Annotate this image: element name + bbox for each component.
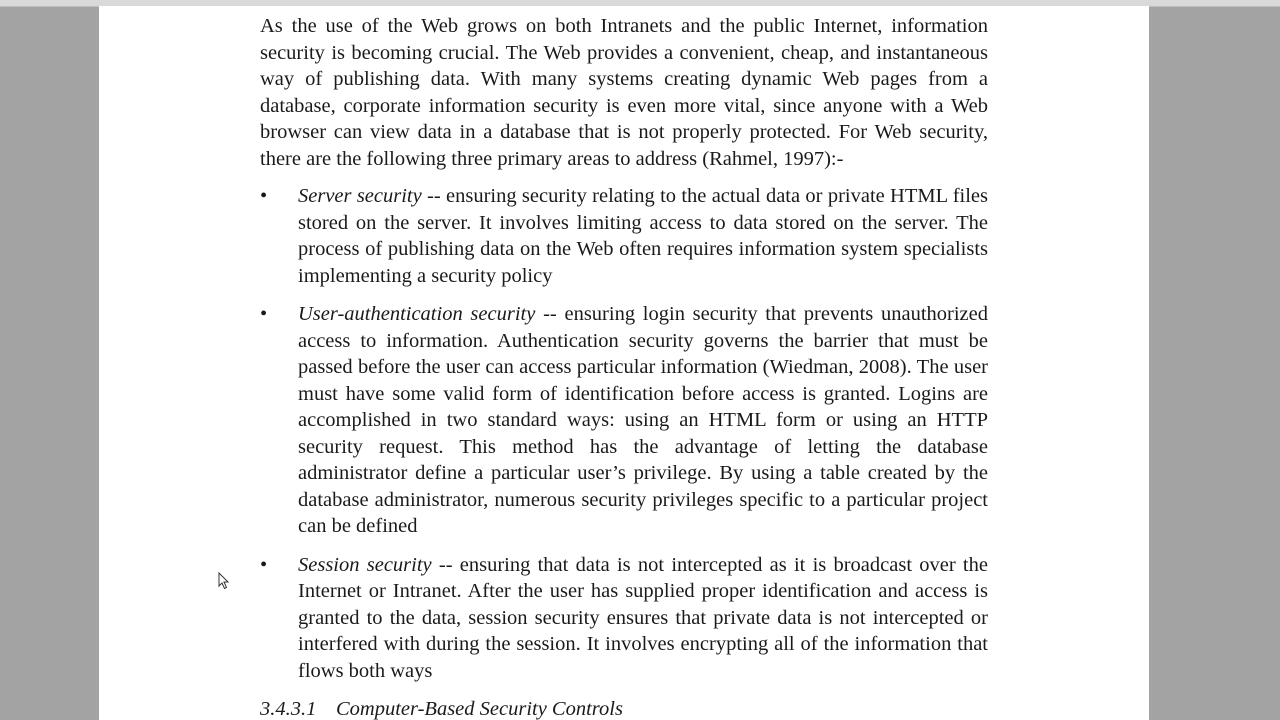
item-text: -- ensuring login security that prevents unauthorized access to information. Authentication security governs the barrier that must be passed before the user can access particular information (Wiedman, 2008). The user must have some valid form of identification before access is granted. Logins are accomplished in two standard ways: using an HTML form or using an HTTP security request. This method has the advantage of letting the database administrator define a particular user’s privilege. By using a table created by the database administrator, numerous security privileges specific to a particular project can be defined <box>298 303 988 537</box>
list-item-session-security <box>260 552 988 685</box>
section-heading <box>260 696 988 720</box>
section-title: Computer-Based Security Controls <box>336 698 623 720</box>
list-item-user-authentication-security <box>260 301 988 540</box>
item-title: User-authentication security <box>298 303 536 325</box>
bullet-icon: • <box>260 185 268 207</box>
page-content <box>260 13 988 720</box>
section-number: 3.4.3.1 <box>260 698 317 720</box>
list-item-server-security <box>260 183 988 289</box>
item-text: -- ensuring security relating to the actual data or private HTML files stored on the server. It involves limiting access to data stored on the server. The process of publishing data on the Web often requires information system specialists implementing a security policy <box>298 185 988 287</box>
bullet-icon: • <box>260 303 268 325</box>
item-title: Server security <box>298 185 422 207</box>
security-areas-list <box>260 183 988 684</box>
document-page <box>99 6 1149 720</box>
item-title: Session security <box>298 553 432 576</box>
bullet-icon: • <box>260 553 268 576</box>
item-text: -- ensuring that data is not intercepted as it is broadcast over the Internet or Intranet. After the user has supplied proper identification and access is granted to the data, session security ensures that private data is not intercepted or interfered with during the session. It involves encrypting all of the information that flows both ways <box>298 553 988 682</box>
mouse-pointer-icon <box>218 572 230 590</box>
intro-paragraph: As the use of the Web grows on both Intranets and the public Internet, information security is becoming crucial. The Web provides a convenient, cheap, and instantaneous way of publishing data. With many systems creating dynamic Web pages from a database, corporate information security is even more vital, since anyone with a Web browser can view data in a database that is not properly protected. For Web security, there are the following three primary areas to address (Rahmel, 1997):- <box>260 15 988 170</box>
